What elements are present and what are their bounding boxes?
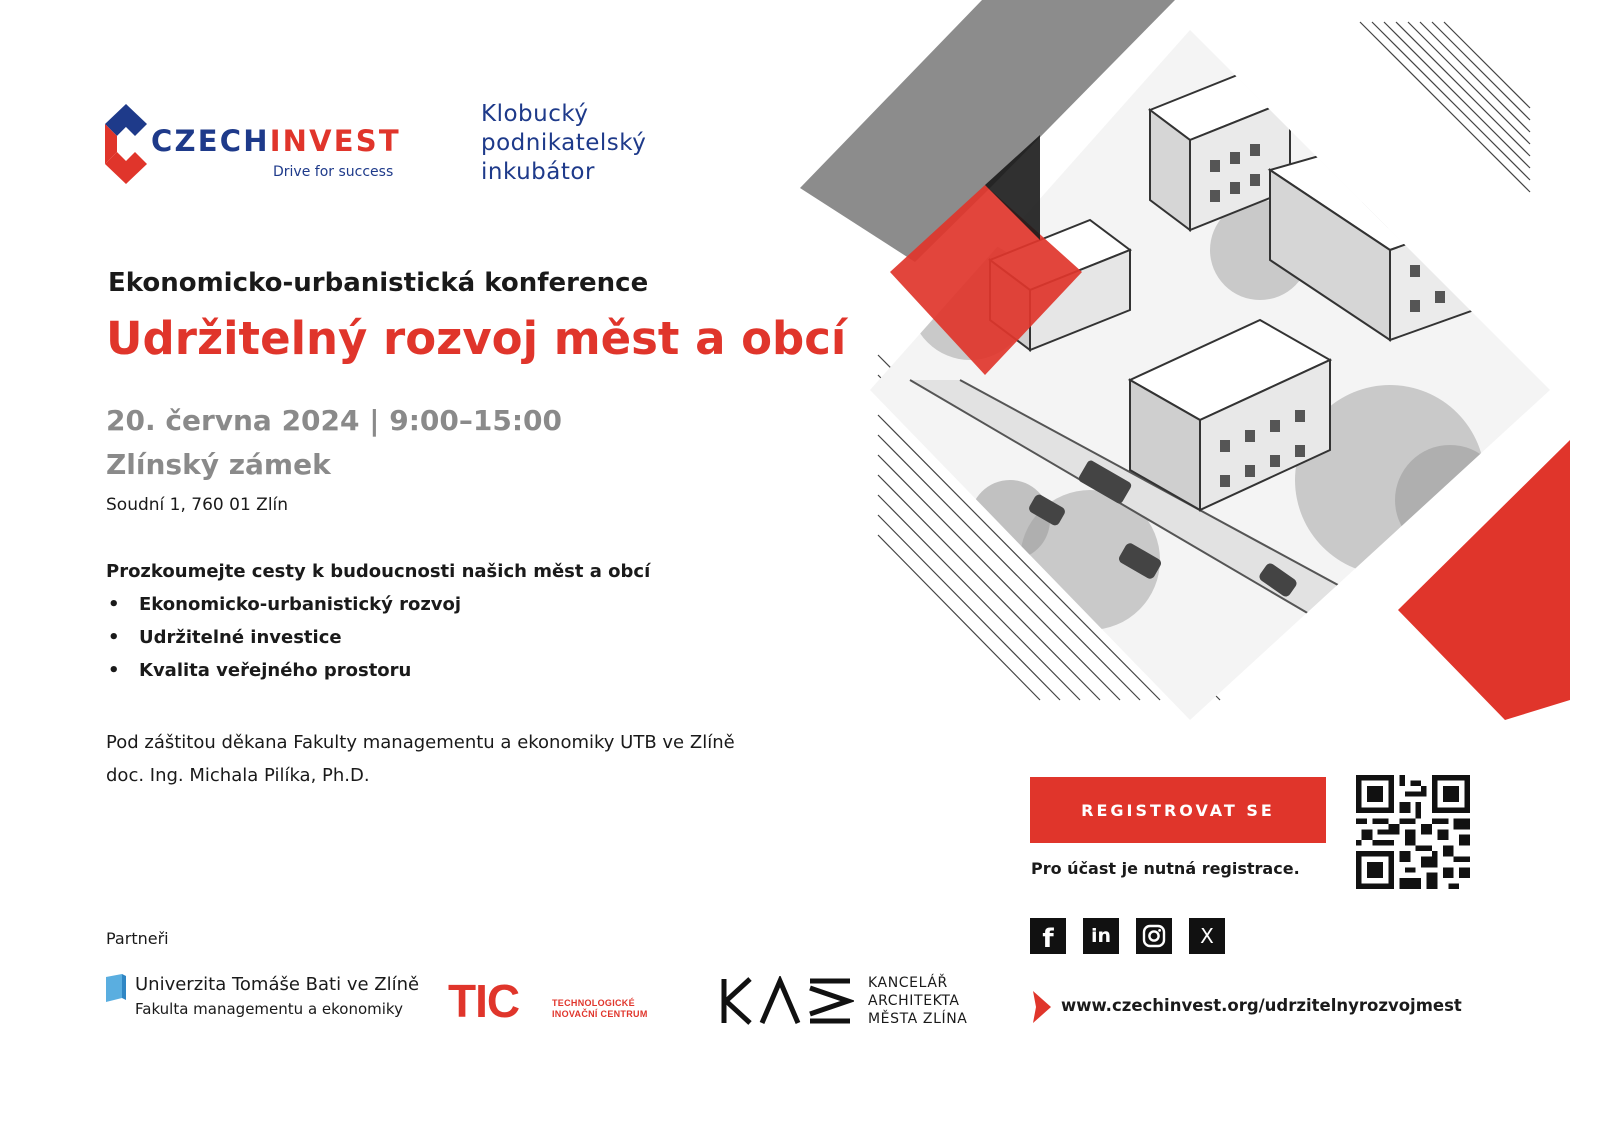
topic-item xyxy=(106,660,461,693)
kam-text xyxy=(868,974,967,1028)
patronage-line-2: doc. Ing. Michala Pilíka, Ph.D. xyxy=(106,765,370,786)
partner-tic-logo xyxy=(448,975,678,1027)
partners-label: Partneři xyxy=(106,929,169,948)
topic-item xyxy=(106,594,461,627)
instagram-icon[interactable] xyxy=(1136,918,1172,954)
czechinvest-word-invest: INVEST xyxy=(269,124,401,158)
linkedin-glyph: in xyxy=(1090,925,1112,947)
topics-lead: Prozkoumejte cesty k budoucnosti našich měst a obcí xyxy=(106,561,651,582)
bullet: • xyxy=(108,594,120,615)
x-icon[interactable] xyxy=(1189,918,1225,954)
partner-utb-logo xyxy=(106,972,420,1022)
tic-subtitle-2: INOVAČNÍ CENTRUM xyxy=(552,1009,648,1019)
event-venue: Zlínský zámek xyxy=(106,448,331,481)
czechinvest-logo xyxy=(105,104,405,184)
event-link-row xyxy=(1033,991,1553,1023)
x-glyph: X xyxy=(1200,924,1214,948)
czechinvest-word-czech: CZECH xyxy=(151,124,270,158)
patronage-text xyxy=(106,726,735,792)
czechinvest-wordmark xyxy=(151,124,401,158)
event-url-link[interactable]: www.czechinvest.org/udrzitelnyrozvojmest xyxy=(1061,996,1462,1015)
topic-label: Kvalita veřejného prostoru xyxy=(139,660,412,681)
event-date-time: 20. června 2024 | 9:00–15:00 xyxy=(106,404,562,437)
register-button[interactable]: REGISTROVAT SE xyxy=(1030,777,1326,843)
czechinvest-tagline: Drive for success xyxy=(273,164,394,180)
qr-code-icon[interactable] xyxy=(1356,775,1470,889)
incubator-logo-line-2: podnikatelský xyxy=(481,130,647,156)
tic-wordmark: TIC xyxy=(448,975,520,1027)
facebook-glyph: f xyxy=(1042,924,1054,954)
urban-sketch-illustration xyxy=(790,0,1580,730)
linkedin-icon[interactable] xyxy=(1083,918,1119,954)
czechinvest-mark-icon xyxy=(105,104,147,184)
arrow-right-icon xyxy=(1033,991,1051,1023)
topic-label: Ekonomicko-urbanistický rozvoj xyxy=(139,594,462,615)
facebook-icon[interactable] xyxy=(1030,918,1066,954)
partner-kam-logo xyxy=(720,972,980,1032)
tic-subtitle-1: TECHNOLOGICKÉ xyxy=(552,998,635,1008)
kam-line-3: MĚSTA ZLÍNA xyxy=(868,1011,968,1027)
utb-book-icon xyxy=(106,974,126,1002)
patronage-line-1: Pod záštitou děkana Fakulty managementu a ekonomiky UTB ve Zlíně xyxy=(106,732,735,753)
event-address: Soudní 1, 760 01 Zlín xyxy=(106,495,289,515)
topic-item xyxy=(106,627,461,660)
event-subtitle: Ekonomicko-urbanistická konference xyxy=(108,268,649,298)
topic-label: Udržitelné investice xyxy=(139,627,342,648)
bullet: • xyxy=(108,627,120,648)
incubator-logo xyxy=(481,100,671,187)
bullet: • xyxy=(108,660,120,681)
instagram-glyph xyxy=(1142,924,1166,948)
kam-mark-icon xyxy=(720,976,854,1026)
incubator-logo-line-3: inkubátor xyxy=(481,159,595,185)
incubator-logo-line-1: Klobucký xyxy=(481,101,589,127)
kam-line-2: ARCHITEKTA xyxy=(868,993,960,1009)
kam-line-1: KANCELÁŘ xyxy=(868,975,948,991)
event-title: Udržitelný rozvoj měst a obcí xyxy=(106,312,847,365)
topics-list xyxy=(106,594,461,693)
registration-note: Pro účast je nutná registrace. xyxy=(1031,859,1300,878)
utb-faculty: Fakulta managementu a ekonomiky xyxy=(135,1000,403,1018)
utb-name: Univerzita Tomáše Bati ve Zlíně xyxy=(135,974,420,995)
